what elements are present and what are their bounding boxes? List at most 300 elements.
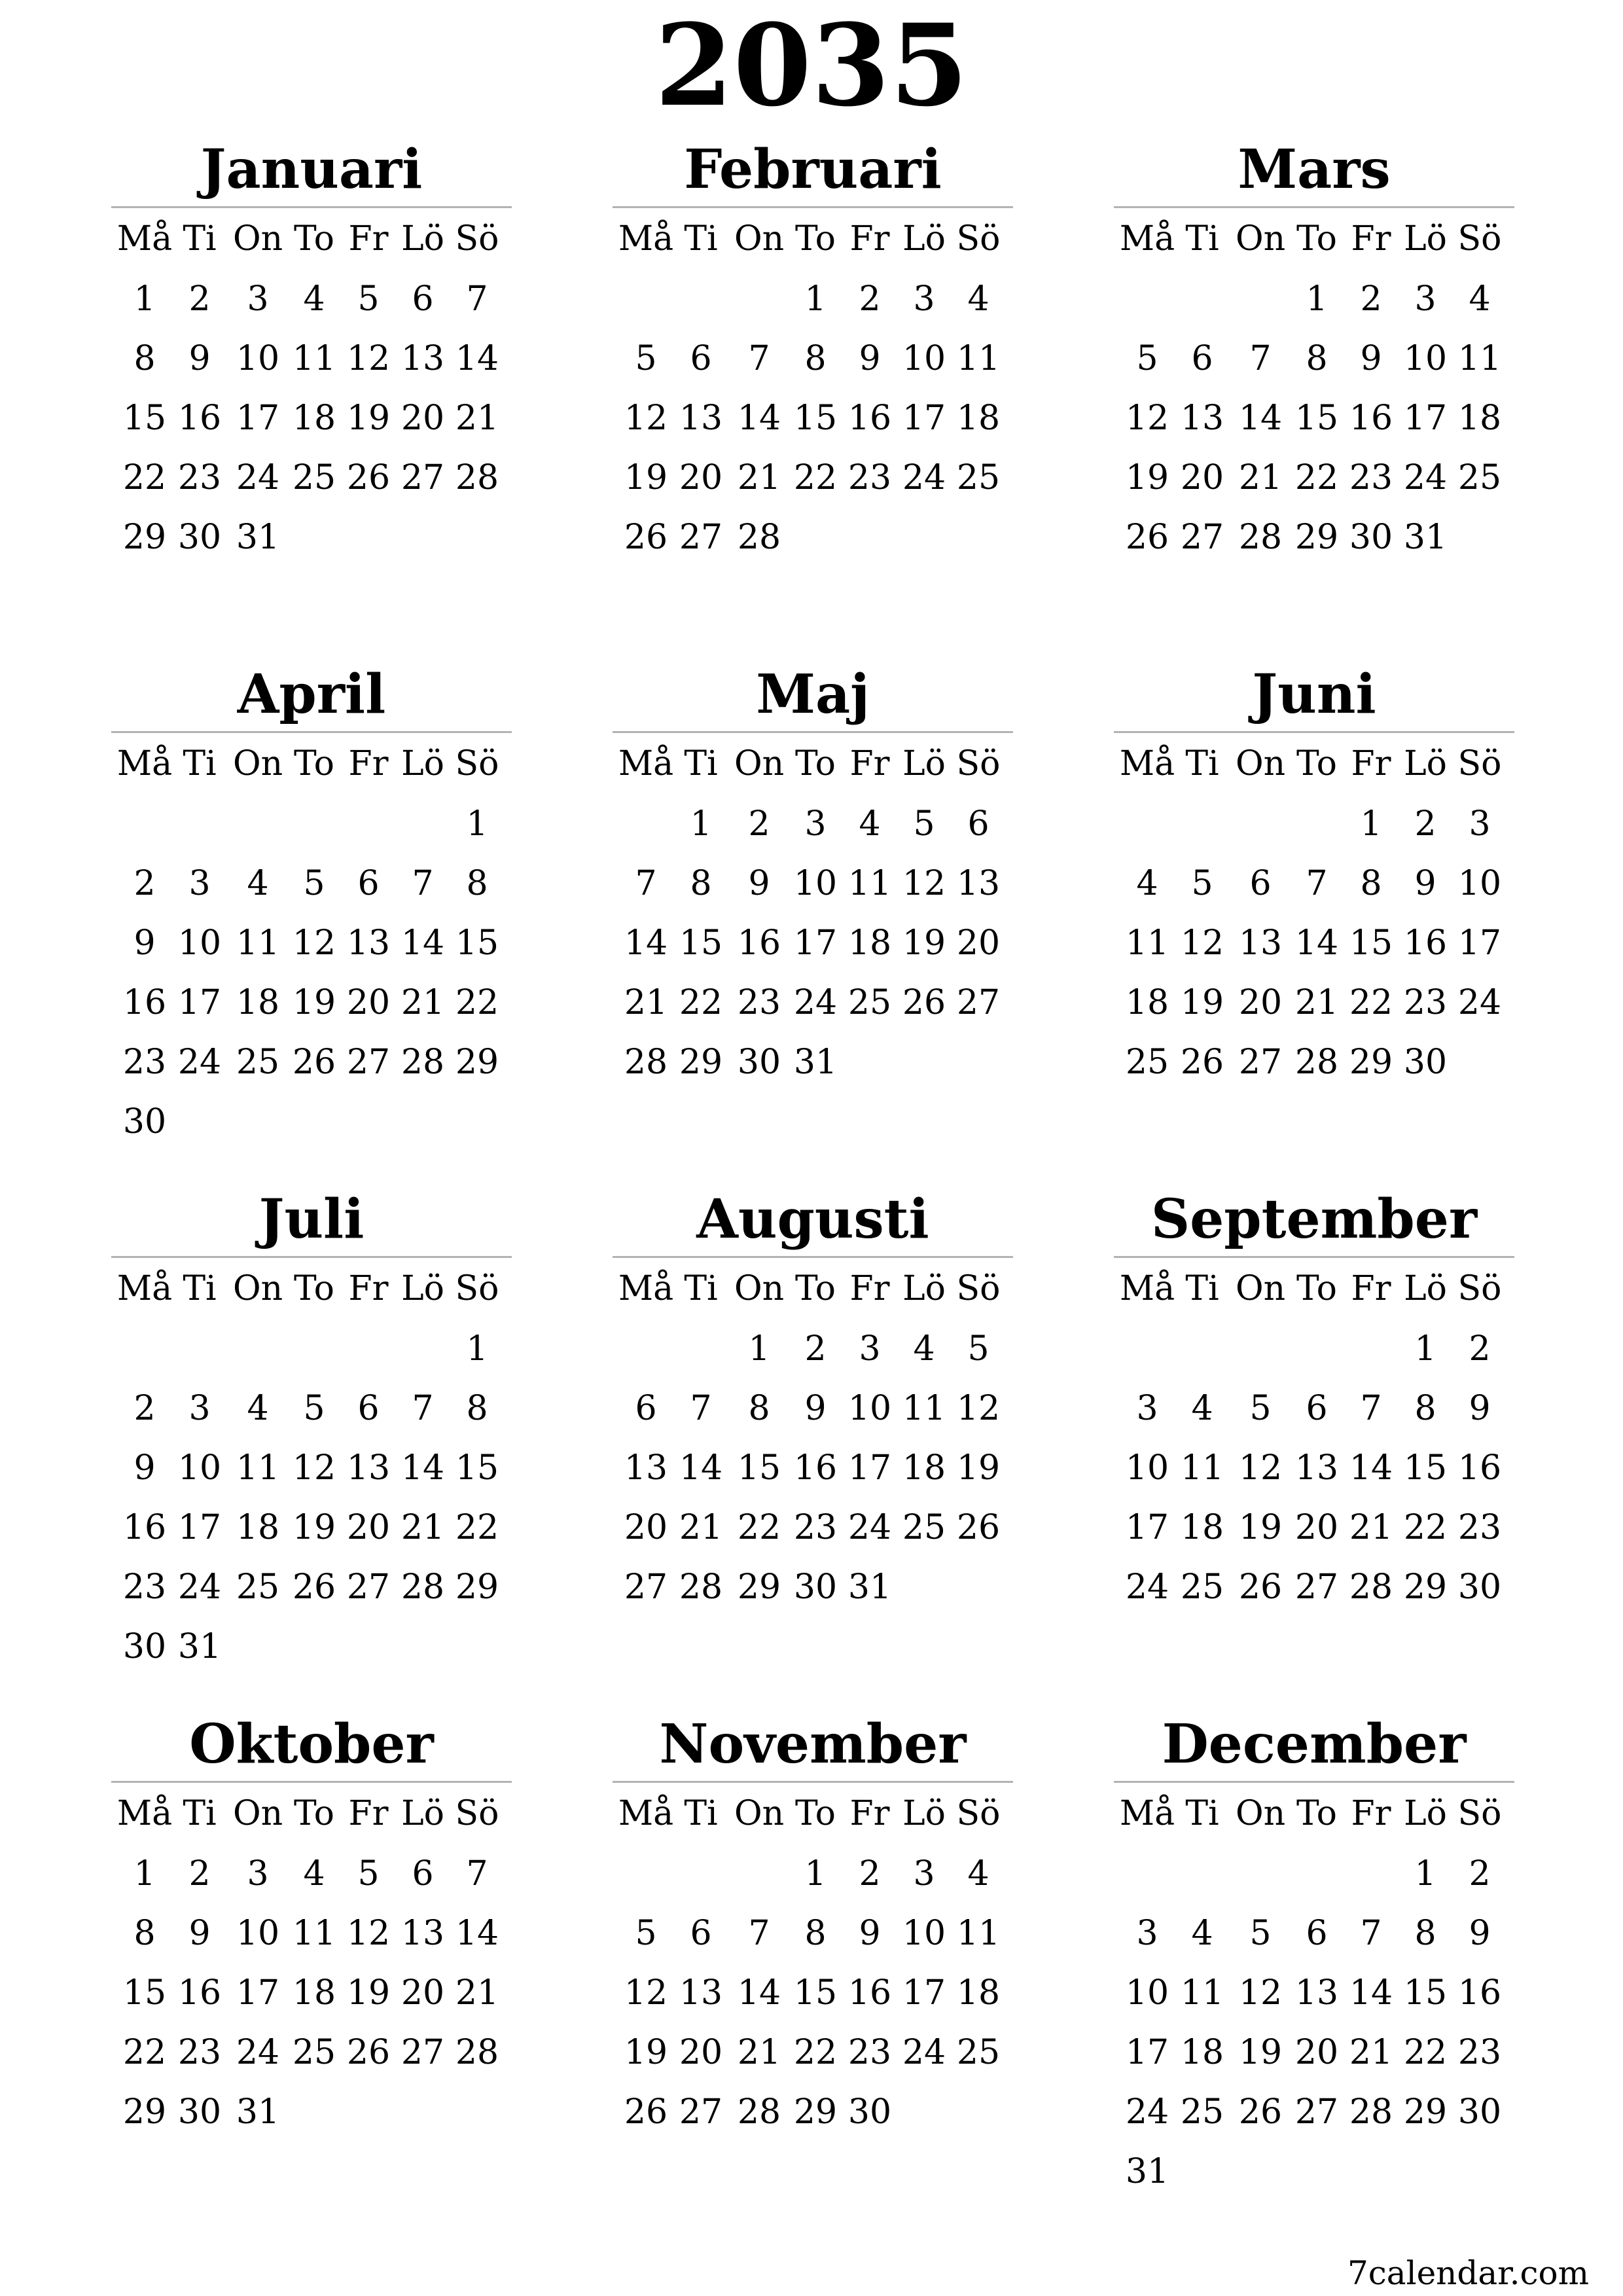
month-divider (613, 1256, 1013, 1258)
day-cell: 31 (236, 518, 280, 557)
weekday-header-row (613, 1259, 1013, 1319)
day-cell: 8 (1414, 1914, 1436, 1953)
month-name: Maj (756, 663, 870, 726)
day-cell: 24 (1457, 983, 1502, 1022)
day-cell: 17 (902, 1973, 946, 2013)
day-cell: 23 (847, 2033, 892, 2072)
day-cell: 30 (177, 2092, 222, 2132)
day-cell: 20 (401, 1973, 445, 2013)
day-cell: 22 (455, 1508, 499, 1547)
weekday-header-row (613, 734, 1013, 794)
day-cell: 7 (1306, 864, 1328, 903)
weekday-label: To (1296, 1794, 1337, 1833)
day-cell: 17 (1125, 1508, 1169, 1547)
day-cell: 1 (804, 279, 827, 319)
day-cell: 9 (1469, 1914, 1491, 1953)
day-cell: 29 (122, 2092, 167, 2132)
weekday-label: Lö (401, 1794, 444, 1833)
weekday-label: Fr (849, 744, 890, 783)
day-cell: 10 (236, 339, 280, 378)
day-cell: 21 (737, 458, 781, 497)
day-cell: 26 (956, 1508, 1001, 1547)
day-cell: 2 (134, 864, 156, 903)
day-cell: 18 (236, 983, 280, 1022)
weekday-label: Må (618, 219, 674, 259)
day-cell: 27 (679, 518, 723, 557)
day-cell: 13 (401, 1914, 445, 1953)
day-cell: 13 (1294, 1973, 1339, 2013)
day-cell: 20 (346, 1508, 391, 1547)
day-cell: 25 (292, 2033, 336, 2072)
day-cell: 2 (1360, 279, 1382, 319)
day-cell: 21 (1294, 983, 1339, 1022)
day-cell: 11 (1125, 924, 1169, 963)
day-cell: 28 (737, 518, 781, 557)
day-cell: 3 (1136, 1914, 1158, 1953)
day-cell: 6 (357, 864, 380, 903)
day-cell: 12 (1125, 399, 1169, 438)
weekday-header-row (1114, 1259, 1514, 1319)
day-cell: 26 (292, 1043, 336, 1082)
day-cell: 30 (1349, 518, 1393, 557)
day-cell: 23 (122, 1568, 167, 1607)
week-row (613, 1844, 1013, 1904)
day-cell: 20 (679, 458, 723, 497)
day-cell: 24 (1403, 458, 1448, 497)
day-cell: 26 (624, 518, 668, 557)
weekday-label: Ti (1185, 1269, 1219, 1308)
weekday-label: Fr (348, 219, 389, 259)
day-cell: 3 (1414, 279, 1436, 319)
day-cell: 28 (401, 1568, 445, 1607)
day-cell: 17 (847, 1448, 892, 1488)
day-cell: 8 (804, 1914, 827, 1953)
weekday-label: Fr (849, 219, 890, 259)
day-cell: 27 (401, 2033, 445, 2072)
day-cell: 4 (1191, 1389, 1213, 1428)
day-cell: 4 (1191, 1914, 1213, 1953)
day-cell: 23 (177, 458, 222, 497)
day-cell: 23 (1457, 2033, 1502, 2072)
day-cell: 19 (1238, 1508, 1283, 1547)
day-cell: 16 (177, 1973, 222, 2013)
day-cell: 12 (292, 1448, 336, 1488)
weekday-label: Ti (1185, 744, 1219, 783)
month-name: December (1162, 1713, 1467, 1776)
day-cell: 23 (1457, 1508, 1502, 1547)
weekday-label: Sö (956, 744, 1001, 783)
week-row (1114, 1438, 1514, 1498)
day-cell: 1 (1360, 804, 1382, 844)
week-row (613, 853, 1013, 914)
weekday-label: Må (618, 1794, 674, 1833)
day-cell: 14 (624, 924, 668, 963)
day-cell: 11 (1180, 1973, 1224, 2013)
week-row (1114, 507, 1514, 567)
day-cell: 7 (748, 1914, 770, 1953)
day-cell: 23 (1403, 983, 1448, 1022)
weekday-label: Ti (1185, 1794, 1219, 1833)
week-row (1114, 2142, 1514, 2202)
weekday-label: On (232, 1794, 283, 1833)
day-cell: 29 (1294, 518, 1339, 557)
day-cell: 23 (177, 2033, 222, 2072)
day-cell: 15 (793, 1973, 838, 2013)
month-divider (613, 206, 1013, 208)
day-cell: 25 (956, 2033, 1001, 2072)
day-cell: 28 (455, 2033, 499, 2072)
day-cell: 5 (1249, 1389, 1272, 1428)
day-cell: 6 (412, 279, 434, 319)
weekday-label: Lö (401, 1269, 444, 1308)
weekday-label: On (734, 219, 785, 259)
day-cell: 13 (679, 399, 723, 438)
month-divider (111, 1781, 512, 1783)
month-name: Januari (200, 138, 423, 201)
weekday-label: Må (116, 1794, 173, 1833)
day-cell: 26 (902, 983, 946, 1022)
weekday-label: Må (1119, 744, 1175, 783)
week-row (111, 1438, 512, 1498)
day-cell: 18 (292, 399, 336, 438)
day-cell: 8 (134, 1914, 156, 1953)
weekday-label: Sö (1457, 1794, 1502, 1833)
day-cell: 29 (1349, 1043, 1393, 1082)
day-cell: 24 (902, 2033, 946, 2072)
day-cell: 12 (1180, 924, 1224, 963)
day-cell: 13 (956, 864, 1001, 903)
day-cell: 12 (346, 1914, 391, 1953)
day-cell: 5 (357, 279, 380, 319)
weekday-label: Ti (183, 744, 217, 783)
day-cell: 28 (1238, 518, 1283, 557)
day-cell: 7 (466, 1854, 488, 1893)
day-cell: 25 (956, 458, 1001, 497)
day-cell: 28 (401, 1043, 445, 1082)
day-cell: 18 (1457, 399, 1502, 438)
weekday-label: Må (1119, 1794, 1175, 1833)
day-cell: 26 (1238, 1568, 1283, 1607)
day-cell: 3 (188, 864, 211, 903)
day-cell: 27 (679, 2092, 723, 2132)
day-cell: 14 (1294, 924, 1339, 963)
weekday-label: Sö (956, 1794, 1001, 1833)
day-cell: 6 (1306, 1389, 1328, 1428)
week-row (613, 1963, 1013, 2023)
day-cell: 2 (1469, 1329, 1491, 1369)
weekday-label: Fr (1351, 219, 1391, 259)
day-cell: 3 (247, 279, 269, 319)
day-cell: 16 (1457, 1448, 1502, 1488)
day-cell: 5 (1249, 1914, 1272, 1953)
day-cell: 3 (804, 804, 827, 844)
day-cell: 13 (346, 1448, 391, 1488)
day-cell: 20 (1294, 2033, 1339, 2072)
weekday-label: Sö (956, 219, 1001, 259)
day-cell: 7 (412, 864, 434, 903)
day-cell: 2 (188, 1854, 211, 1893)
week-row (1114, 1844, 1514, 1904)
week-row (111, 329, 512, 389)
day-cell: 19 (624, 458, 668, 497)
day-cell: 11 (236, 924, 280, 963)
day-cell: 4 (913, 1329, 935, 1369)
day-cell: 13 (401, 339, 445, 378)
day-cell: 24 (847, 1508, 892, 1547)
weekday-label: To (795, 1269, 836, 1308)
day-cell: 24 (236, 2033, 280, 2072)
day-cell: 24 (236, 458, 280, 497)
weekday-label: On (734, 744, 785, 783)
day-cell: 9 (134, 924, 156, 963)
day-cell: 28 (1294, 1043, 1339, 1082)
weekday-label: Ti (1185, 219, 1219, 259)
weekday-header-row (1114, 734, 1514, 794)
day-cell: 22 (793, 458, 838, 497)
week-row (1114, 794, 1514, 854)
weekday-label: To (294, 219, 334, 259)
weekday-header-row (613, 209, 1013, 269)
week-row (111, 448, 512, 508)
day-cell: 13 (1238, 924, 1283, 963)
week-row (111, 2022, 512, 2083)
day-cell: 12 (292, 924, 336, 963)
day-cell: 17 (1403, 399, 1448, 438)
day-cell: 18 (847, 924, 892, 963)
day-cell: 20 (624, 1508, 668, 1547)
day-cell: 27 (956, 983, 1001, 1022)
month-name: April (237, 663, 386, 726)
weekday-label: Fr (348, 744, 389, 783)
day-cell: 8 (804, 339, 827, 378)
day-cell: 2 (1469, 1854, 1491, 1893)
day-cell: 2 (188, 279, 211, 319)
day-cell: 7 (466, 279, 488, 319)
day-cell: 19 (1180, 983, 1224, 1022)
week-row (613, 1438, 1013, 1498)
day-cell: 16 (737, 924, 781, 963)
day-cell: 7 (690, 1389, 712, 1428)
day-cell: 14 (455, 339, 499, 378)
day-cell: 25 (292, 458, 336, 497)
weekday-label: Lö (401, 744, 444, 783)
day-cell: 18 (902, 1448, 946, 1488)
day-cell: 5 (1191, 864, 1213, 903)
day-cell: 21 (1349, 2033, 1393, 2072)
day-cell: 27 (346, 1568, 391, 1607)
day-cell: 25 (236, 1568, 280, 1607)
day-cell: 5 (303, 1389, 325, 1428)
month-name: November (659, 1713, 967, 1776)
footer-site-credit: 7calendar.com (1347, 2254, 1589, 2292)
day-cell: 1 (1306, 279, 1328, 319)
day-cell: 13 (1294, 1448, 1339, 1488)
day-cell: 12 (902, 864, 946, 903)
weekday-label: Sö (455, 219, 499, 259)
day-cell: 1 (748, 1329, 770, 1369)
weekday-label: Må (116, 1269, 173, 1308)
weekday-label: Sö (455, 744, 499, 783)
week-row (1114, 1378, 1514, 1439)
month-divider (613, 731, 1013, 733)
week-row (613, 2082, 1013, 2142)
week-row (111, 1844, 512, 1904)
weekday-label: Ti (684, 1794, 718, 1833)
week-row (111, 1319, 512, 1379)
weekday-label: Fr (348, 1794, 389, 1833)
day-cell: 13 (679, 1973, 723, 2013)
day-cell: 9 (748, 864, 770, 903)
weekday-label: Lö (1404, 1794, 1447, 1833)
weekday-label: Lö (401, 219, 444, 259)
day-cell: 23 (737, 983, 781, 1022)
day-cell: 11 (847, 864, 892, 903)
day-cell: 1 (466, 804, 488, 844)
day-cell: 8 (134, 339, 156, 378)
week-row (613, 388, 1013, 448)
day-cell: 5 (1136, 339, 1158, 378)
day-cell: 22 (122, 458, 167, 497)
day-cell: 30 (737, 1043, 781, 1082)
day-cell: 19 (624, 2033, 668, 2072)
weekday-label: To (1296, 744, 1337, 783)
weekday-label: Ti (183, 1794, 217, 1833)
day-cell: 26 (1180, 1043, 1224, 1082)
weekday-label: Fr (1351, 1269, 1391, 1308)
day-cell: 15 (1294, 399, 1339, 438)
day-cell: 1 (466, 1329, 488, 1369)
day-cell: 24 (177, 1043, 222, 1082)
day-cell: 21 (737, 2033, 781, 2072)
week-row (111, 913, 512, 973)
day-cell: 14 (455, 1914, 499, 1953)
day-cell: 3 (1469, 804, 1491, 844)
day-cell: 3 (247, 1854, 269, 1893)
week-row (1114, 913, 1514, 973)
day-cell: 3 (913, 279, 935, 319)
day-cell: 20 (1238, 983, 1283, 1022)
weekday-label: To (795, 219, 836, 259)
week-row (613, 448, 1013, 508)
week-row (111, 1378, 512, 1439)
day-cell: 6 (412, 1854, 434, 1893)
day-cell: 8 (1414, 1389, 1436, 1428)
weekday-label: Lö (1404, 1269, 1447, 1308)
day-cell: 22 (793, 2033, 838, 2072)
weekday-label: Må (116, 744, 173, 783)
day-cell: 3 (188, 1389, 211, 1428)
week-row (1114, 329, 1514, 389)
day-cell: 16 (122, 983, 167, 1022)
day-cell: 8 (1306, 339, 1328, 378)
week-row (1114, 269, 1514, 329)
week-row (111, 269, 512, 329)
day-cell: 16 (1403, 924, 1448, 963)
week-row (613, 269, 1013, 329)
weekday-label: Lö (902, 1269, 946, 1308)
week-row (1114, 1319, 1514, 1379)
day-cell: 6 (967, 804, 990, 844)
weekday-label: On (232, 744, 283, 783)
week-row (111, 1557, 512, 1617)
day-cell: 31 (236, 2092, 280, 2132)
day-cell: 4 (967, 279, 990, 319)
day-cell: 15 (1349, 924, 1393, 963)
day-cell: 24 (1125, 1568, 1169, 1607)
day-cell: 11 (1180, 1448, 1224, 1488)
week-row (613, 973, 1013, 1033)
day-cell: 29 (455, 1568, 499, 1607)
day-cell: 14 (737, 1973, 781, 2013)
day-cell: 13 (346, 924, 391, 963)
day-cell: 28 (455, 458, 499, 497)
day-cell: 15 (1403, 1973, 1448, 2013)
day-cell: 4 (1469, 279, 1491, 319)
day-cell: 10 (793, 864, 838, 903)
day-cell: 20 (401, 399, 445, 438)
day-cell: 9 (1360, 339, 1382, 378)
day-cell: 9 (188, 1914, 211, 1953)
day-cell: 29 (455, 1043, 499, 1082)
weekday-label: Sö (455, 1794, 499, 1833)
day-cell: 23 (793, 1508, 838, 1547)
day-cell: 1 (690, 804, 712, 844)
month-name: Juni (1252, 663, 1376, 726)
weekday-label: Ti (684, 219, 718, 259)
weekday-header-row (613, 1784, 1013, 1844)
weekday-label: Fr (849, 1794, 890, 1833)
day-cell: 21 (624, 983, 668, 1022)
day-cell: 17 (177, 983, 222, 1022)
day-cell: 8 (466, 864, 488, 903)
day-cell: 20 (1180, 458, 1224, 497)
day-cell: 22 (737, 1508, 781, 1547)
week-row (1114, 1498, 1514, 1558)
day-cell: 8 (690, 864, 712, 903)
day-cell: 3 (913, 1854, 935, 1893)
week-row (111, 1032, 512, 1092)
day-cell: 3 (1136, 1389, 1158, 1428)
day-cell: 15 (122, 1973, 167, 2013)
day-cell: 1 (134, 1854, 156, 1893)
month-divider (1114, 731, 1514, 733)
weekday-header-row (1114, 1784, 1514, 1844)
day-cell: 24 (902, 458, 946, 497)
week-row (1114, 448, 1514, 508)
day-cell: 28 (624, 1043, 668, 1082)
day-cell: 2 (859, 1854, 881, 1893)
day-cell: 25 (847, 983, 892, 1022)
month-divider (1114, 1781, 1514, 1783)
weekday-label: Sö (1457, 1269, 1502, 1308)
weekday-label: Fr (1351, 744, 1391, 783)
day-cell: 11 (902, 1389, 946, 1428)
day-cell: 7 (748, 339, 770, 378)
day-cell: 4 (247, 1389, 269, 1428)
month-divider (111, 731, 512, 733)
day-cell: 19 (902, 924, 946, 963)
day-cell: 27 (1180, 518, 1224, 557)
day-cell: 5 (303, 864, 325, 903)
week-row (111, 794, 512, 854)
week-row (111, 1498, 512, 1558)
day-cell: 21 (1238, 458, 1283, 497)
weekday-label: To (294, 744, 334, 783)
day-cell: 29 (737, 1568, 781, 1607)
week-row (1114, 2022, 1514, 2083)
day-cell: 29 (1403, 1568, 1448, 1607)
day-cell: 31 (1125, 2152, 1169, 2191)
